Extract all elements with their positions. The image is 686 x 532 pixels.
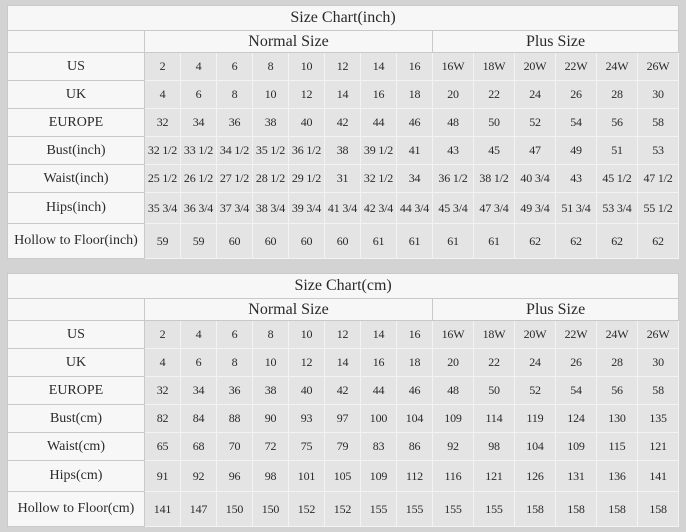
size-value-cell: 42 (325, 377, 361, 405)
row-label-cell: Hips(cm) (8, 461, 145, 492)
size-value-cell: 38 (253, 377, 289, 405)
size-value-cell: 26 (556, 349, 597, 377)
size-value-cell: 121 (474, 461, 515, 492)
size-value-cell: 26W (638, 321, 679, 349)
table-title-row (8, 274, 679, 299)
size-value-cell: 83 (361, 433, 397, 461)
size-value-cell: 35 1/2 (253, 137, 289, 165)
row-label-cell: US (8, 321, 145, 349)
size-value-cell: 100 (361, 405, 397, 433)
size-value-cell: 59 (145, 224, 181, 259)
size-value-cell: 115 (597, 433, 638, 461)
size-value-cell: 112 (397, 461, 433, 492)
size-value-cell: 158 (597, 492, 638, 527)
size-value-cell: 12 (325, 321, 361, 349)
size-value-cell: 28 1/2 (253, 165, 289, 193)
size-value-cell: 20 (433, 81, 474, 109)
size-value-cell: 152 (289, 492, 325, 527)
size-value-cell: 155 (361, 492, 397, 527)
size-value-cell: 150 (217, 492, 253, 527)
size-value-cell: 54 (556, 109, 597, 137)
size-value-cell: 68 (181, 433, 217, 461)
size-value-cell: 61 (361, 224, 397, 259)
size-value-cell: 29 1/2 (289, 165, 325, 193)
size-value-cell: 2 (145, 53, 181, 81)
size-value-cell: 50 (474, 109, 515, 137)
size-value-cell: 47 3/4 (474, 193, 515, 224)
row-label-cell: Hollow to Floor(cm) (8, 492, 145, 527)
size-value-cell: 56 (597, 377, 638, 405)
size-value-cell: 104 (397, 405, 433, 433)
size-value-cell: 109 (433, 405, 474, 433)
size-value-cell: 33 1/2 (181, 137, 217, 165)
size-value-cell: 24 (515, 81, 556, 109)
size-value-cell: 126 (515, 461, 556, 492)
row-label-cell: Hollow to Floor(inch) (8, 224, 145, 259)
size-value-cell: 10 (253, 349, 289, 377)
size-value-cell: 61 (397, 224, 433, 259)
plus-size-header: Plus Size (433, 31, 679, 53)
size-value-cell: 141 (638, 461, 679, 492)
size-value-cell: 40 (289, 109, 325, 137)
size-value-cell: 16 (397, 321, 433, 349)
table-row (8, 224, 679, 259)
size-value-cell: 72 (253, 433, 289, 461)
size-value-cell: 92 (433, 433, 474, 461)
size-value-cell: 24 (515, 349, 556, 377)
size-value-cell: 4 (181, 53, 217, 81)
size-value-cell: 26W (638, 53, 679, 81)
size-value-cell: 62 (515, 224, 556, 259)
size-value-cell: 31 (325, 165, 361, 193)
size-value-cell: 49 (556, 137, 597, 165)
size-value-cell: 34 (397, 165, 433, 193)
size-value-cell: 101 (289, 461, 325, 492)
size-value-cell: 14 (361, 321, 397, 349)
size-value-cell: 36 (217, 377, 253, 405)
size-value-cell: 46 (397, 377, 433, 405)
size-value-cell: 35 3/4 (145, 193, 181, 224)
size-value-cell: 38 (325, 137, 361, 165)
size-value-cell: 109 (556, 433, 597, 461)
size-value-cell: 16 (397, 53, 433, 81)
row-label-cell: EUROPE (8, 109, 145, 137)
table-row (8, 349, 679, 377)
size-value-cell: 42 (325, 109, 361, 137)
size-value-cell: 37 3/4 (217, 193, 253, 224)
row-label-cell: Bust(cm) (8, 405, 145, 433)
table-row (8, 165, 679, 193)
size-value-cell: 43 (433, 137, 474, 165)
size-value-cell: 90 (253, 405, 289, 433)
size-value-cell: 58 (638, 377, 679, 405)
size-value-cell: 53 (638, 137, 679, 165)
size-value-cell: 158 (515, 492, 556, 527)
size-value-cell: 36 (217, 109, 253, 137)
size-value-cell: 12 (289, 349, 325, 377)
size-value-cell: 20W (515, 53, 556, 81)
size-value-cell: 88 (217, 405, 253, 433)
size-value-cell: 32 1/2 (145, 137, 181, 165)
size-value-cell: 70 (217, 433, 253, 461)
size-value-cell: 93 (289, 405, 325, 433)
size-value-cell: 48 (433, 377, 474, 405)
size-chart-cm-table (7, 273, 679, 527)
size-value-cell: 98 (253, 461, 289, 492)
size-value-cell: 46 (397, 109, 433, 137)
size-value-cell: 62 (597, 224, 638, 259)
row-label-cell: Waist(cm) (8, 433, 145, 461)
size-value-cell: 97 (325, 405, 361, 433)
size-value-cell: 39 3/4 (289, 193, 325, 224)
size-value-cell: 32 (145, 377, 181, 405)
size-value-cell: 45 (474, 137, 515, 165)
table-row (8, 81, 679, 109)
size-value-cell: 47 (515, 137, 556, 165)
size-value-cell: 44 (361, 109, 397, 137)
size-value-cell: 34 (181, 109, 217, 137)
size-value-cell: 18 (397, 81, 433, 109)
size-value-cell: 22 (474, 349, 515, 377)
size-value-cell: 42 3/4 (361, 193, 397, 224)
row-label-cell: UK (8, 349, 145, 377)
row-label-cell: Waist(inch) (8, 165, 145, 193)
size-value-cell: 56 (597, 109, 638, 137)
size-value-cell: 36 1/2 (433, 165, 474, 193)
size-value-cell: 141 (145, 492, 181, 527)
size-value-cell: 32 1/2 (361, 165, 397, 193)
group-header-row (8, 299, 679, 321)
size-value-cell: 82 (145, 405, 181, 433)
table-row (8, 193, 679, 224)
size-value-cell: 79 (325, 433, 361, 461)
size-value-cell: 38 (253, 109, 289, 137)
size-value-cell: 55 1/2 (638, 193, 679, 224)
table-row (8, 53, 679, 81)
size-value-cell: 28 (597, 349, 638, 377)
size-value-cell: 152 (325, 492, 361, 527)
size-value-cell: 98 (474, 433, 515, 461)
size-value-cell: 44 (361, 377, 397, 405)
size-value-cell: 105 (325, 461, 361, 492)
size-value-cell: 16W (433, 321, 474, 349)
size-value-cell: 84 (181, 405, 217, 433)
size-value-cell: 8 (217, 349, 253, 377)
size-value-cell: 147 (181, 492, 217, 527)
row-label-cell: Hips(inch) (8, 193, 145, 224)
size-value-cell: 150 (253, 492, 289, 527)
table-row (8, 321, 679, 349)
size-value-cell: 6 (217, 53, 253, 81)
size-value-cell: 20W (515, 321, 556, 349)
size-value-cell: 109 (361, 461, 397, 492)
size-value-cell: 114 (474, 405, 515, 433)
size-value-cell: 26 (556, 81, 597, 109)
size-value-cell: 10 (289, 321, 325, 349)
size-value-cell: 52 (515, 109, 556, 137)
table-title-row (8, 6, 679, 31)
size-value-cell: 18W (474, 321, 515, 349)
size-value-cell: 16 (361, 349, 397, 377)
size-value-cell: 14 (325, 349, 361, 377)
size-value-cell: 43 (556, 165, 597, 193)
size-value-cell: 44 3/4 (397, 193, 433, 224)
size-value-cell: 75 (289, 433, 325, 461)
size-value-cell: 155 (433, 492, 474, 527)
size-value-cell: 24W (597, 321, 638, 349)
size-value-cell: 24W (597, 53, 638, 81)
size-value-cell: 45 1/2 (597, 165, 638, 193)
size-value-cell: 41 3/4 (325, 193, 361, 224)
table-title: Size Chart(inch) (8, 6, 679, 31)
table-row (8, 433, 679, 461)
size-value-cell: 50 (474, 377, 515, 405)
size-value-cell: 130 (597, 405, 638, 433)
size-value-cell: 61 (474, 224, 515, 259)
size-value-cell: 135 (638, 405, 679, 433)
size-value-cell: 45 3/4 (433, 193, 474, 224)
size-value-cell: 158 (638, 492, 679, 527)
plus-size-header: Plus Size (433, 299, 679, 321)
size-value-cell: 155 (474, 492, 515, 527)
size-value-cell: 28 (597, 81, 638, 109)
size-value-cell: 22 (474, 81, 515, 109)
size-value-cell: 4 (145, 81, 181, 109)
row-label-cell: EUROPE (8, 377, 145, 405)
size-value-cell: 6 (181, 349, 217, 377)
size-value-cell: 40 3/4 (515, 165, 556, 193)
size-value-cell: 60 (253, 224, 289, 259)
size-value-cell: 41 (397, 137, 433, 165)
size-value-cell: 104 (515, 433, 556, 461)
size-value-cell: 49 3/4 (515, 193, 556, 224)
row-label-cell: US (8, 53, 145, 81)
size-value-cell: 131 (556, 461, 597, 492)
size-value-cell: 2 (145, 321, 181, 349)
size-value-cell: 30 (638, 81, 679, 109)
size-value-cell: 121 (638, 433, 679, 461)
size-value-cell: 34 1/2 (217, 137, 253, 165)
size-value-cell: 14 (325, 81, 361, 109)
size-value-cell: 60 (325, 224, 361, 259)
size-value-cell: 119 (515, 405, 556, 433)
size-value-cell: 124 (556, 405, 597, 433)
size-value-cell: 8 (253, 53, 289, 81)
size-value-cell: 4 (145, 349, 181, 377)
size-chart-inch-table (7, 5, 679, 259)
normal-size-header: Normal Size (145, 299, 433, 321)
row-label-cell: UK (8, 81, 145, 109)
size-value-cell: 22W (556, 321, 597, 349)
normal-size-header: Normal Size (145, 31, 433, 53)
size-value-cell: 14 (361, 53, 397, 81)
table-row (8, 137, 679, 165)
size-value-cell: 61 (433, 224, 474, 259)
size-value-cell: 155 (397, 492, 433, 527)
table-row (8, 109, 679, 137)
size-value-cell: 47 1/2 (638, 165, 679, 193)
size-value-cell: 116 (433, 461, 474, 492)
size-value-cell: 92 (181, 461, 217, 492)
size-value-cell: 18 (397, 349, 433, 377)
size-value-cell: 38 1/2 (474, 165, 515, 193)
group-header-row (8, 31, 679, 53)
size-value-cell: 59 (181, 224, 217, 259)
size-value-cell: 18W (474, 53, 515, 81)
size-value-cell: 51 (597, 137, 638, 165)
table-row (8, 492, 679, 527)
size-value-cell: 60 (217, 224, 253, 259)
size-value-cell: 51 3/4 (556, 193, 597, 224)
size-value-cell: 26 1/2 (181, 165, 217, 193)
size-value-cell: 40 (289, 377, 325, 405)
size-value-cell: 12 (325, 53, 361, 81)
size-value-cell: 136 (597, 461, 638, 492)
size-value-cell: 30 (638, 349, 679, 377)
size-value-cell: 10 (253, 81, 289, 109)
size-value-cell: 16 (361, 81, 397, 109)
size-value-cell: 4 (181, 321, 217, 349)
size-value-cell: 25 1/2 (145, 165, 181, 193)
table-row (8, 461, 679, 492)
corner-cell (8, 299, 145, 321)
size-value-cell: 12 (289, 81, 325, 109)
size-value-cell: 65 (145, 433, 181, 461)
size-value-cell: 52 (515, 377, 556, 405)
size-value-cell: 6 (217, 321, 253, 349)
row-label-cell: Bust(inch) (8, 137, 145, 165)
size-value-cell: 53 3/4 (597, 193, 638, 224)
size-value-cell: 34 (181, 377, 217, 405)
size-value-cell: 22W (556, 53, 597, 81)
size-value-cell: 38 3/4 (253, 193, 289, 224)
size-value-cell: 86 (397, 433, 433, 461)
size-value-cell: 39 1/2 (361, 137, 397, 165)
size-value-cell: 36 3/4 (181, 193, 217, 224)
size-value-cell: 48 (433, 109, 474, 137)
size-value-cell: 91 (145, 461, 181, 492)
size-value-cell: 6 (181, 81, 217, 109)
size-value-cell: 8 (217, 81, 253, 109)
table-row (8, 405, 679, 433)
size-value-cell: 16W (433, 53, 474, 81)
size-value-cell: 58 (638, 109, 679, 137)
size-value-cell: 10 (289, 53, 325, 81)
size-value-cell: 62 (638, 224, 679, 259)
size-value-cell: 60 (289, 224, 325, 259)
corner-cell (8, 31, 145, 53)
table-title: Size Chart(cm) (8, 274, 679, 299)
size-value-cell: 20 (433, 349, 474, 377)
size-value-cell: 36 1/2 (289, 137, 325, 165)
size-value-cell: 8 (253, 321, 289, 349)
size-value-cell: 32 (145, 109, 181, 137)
size-value-cell: 158 (556, 492, 597, 527)
size-value-cell: 27 1/2 (217, 165, 253, 193)
size-value-cell: 62 (556, 224, 597, 259)
table-row (8, 377, 679, 405)
size-value-cell: 96 (217, 461, 253, 492)
size-value-cell: 54 (556, 377, 597, 405)
